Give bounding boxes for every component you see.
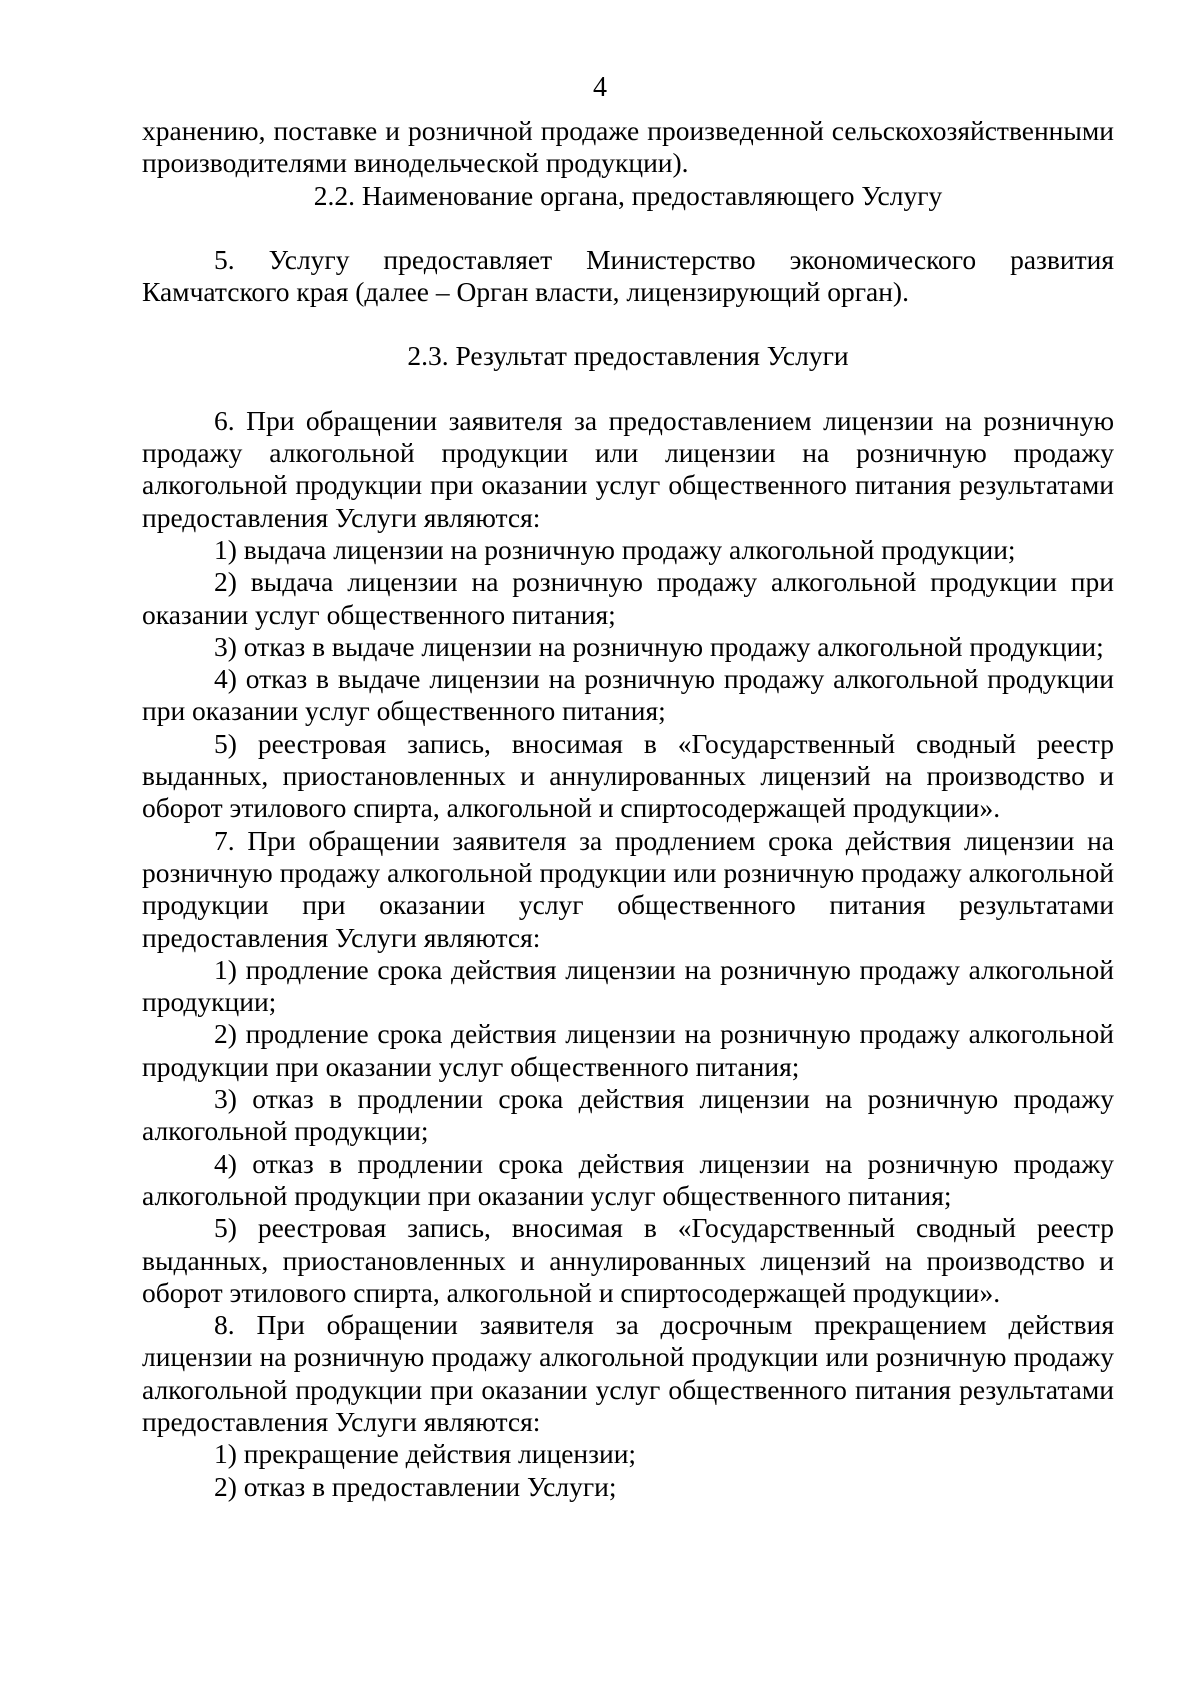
list-item-7-5: 5) реестровая запись, вносимая в «Государственный сводный реестр выданных, приостановленных и аннулированных лицензий на производство и оборот этилового спирта, алкогольной и спиртосодержащей продукции».: [142, 1212, 1114, 1308]
list-item-6-3: 3) отказ в выдаче лицензии на розничную продажу алкогольной продукции;: [214, 630, 1104, 662]
section-heading-2-2: 2.2. Наименование органа, предоставляющего Услугу: [313, 179, 943, 211]
paragraph-continuation: хранению, поставке и розничной продаже произведенной сельскохозяйственными производителями винодельческой продукции).: [142, 115, 1114, 179]
paragraph-8: 8. При обращении заявителя за досрочным прекращением действия лицензии на розничную продажу алкогольной продукции или розничную продажу алкогольной продукции при оказании услуг общественного питания результатами предоставления Услуги являются:: [142, 1309, 1114, 1437]
spacer: [142, 308, 1114, 340]
spacer: [142, 373, 1114, 405]
list-item-7-1: 1) продление срока действия лицензии на розничную продажу алкогольной продукции;: [142, 953, 1114, 1018]
list-item-6-2: 2) выдача лицензии на розничную продажу алкогольной продукции при оказании услуг общественного питания;: [142, 566, 1114, 630]
list-item-8-2: 2) отказ в предоставлении Услуги;: [214, 1470, 617, 1502]
list-item-6-4: 4) отказ в выдаче лицензии на розничную продажу алкогольной продукции при оказании услуг общественного питания;: [142, 663, 1114, 727]
list-item-7-4: 4) отказ в продлении срока действия лицензии на розничную продажу алкогольной продукции при оказании услуг общественного питания;: [142, 1147, 1114, 1211]
paragraph-7: 7. При обращении заявителя за продлением срока действия лицензии на розничную продажу алкогольной продукции или розничную продажу алкогольной продукции при оказании услуг общественного питания результатами предоставления Услуги являются:: [142, 824, 1114, 953]
list-item-6-1: 1) выдача лицензии на розничную продажу алкогольной продукции;: [214, 533, 1016, 565]
list-item-6-5: 5) реестровая запись, вносимая в «Государственный сводный реестр выданных, приостановленных и аннулированных лицензий на производство и оборот этилового спирта, алкогольной и спиртосодержащей продукции».: [142, 727, 1114, 824]
paragraph-6: 6. При обращении заявителя за предоставлением лицензии на розничную продажу алкогольной продукции или лицензии на розничную продажу алкогольной продукции при оказании услуг общественного питания результатами предоставления Услуги являются:: [142, 404, 1114, 533]
list-item-7-3: 3) отказ в продлении срока действия лицензии на розничную продажу алкогольной продукции;: [142, 1083, 1114, 1147]
list-item-7-2: 2) продление срока действия лицензии на розничную продажу алкогольной продукции при оказании услуг общественного питания;: [142, 1018, 1114, 1082]
list-item-8-1: 1) прекращение действия лицензии;: [214, 1438, 637, 1470]
page-number: 4: [593, 72, 607, 103]
spacer: [142, 212, 1114, 244]
section-heading-2-3: 2.3. Результат предоставления Услуги: [407, 340, 849, 372]
document-body: [142, 115, 1114, 1503]
paragraph-5: 5. Услугу предоставляет Министерство экономического развития Камчатского края (далее – Орган власти, лицензирующий орган).: [142, 243, 1114, 308]
